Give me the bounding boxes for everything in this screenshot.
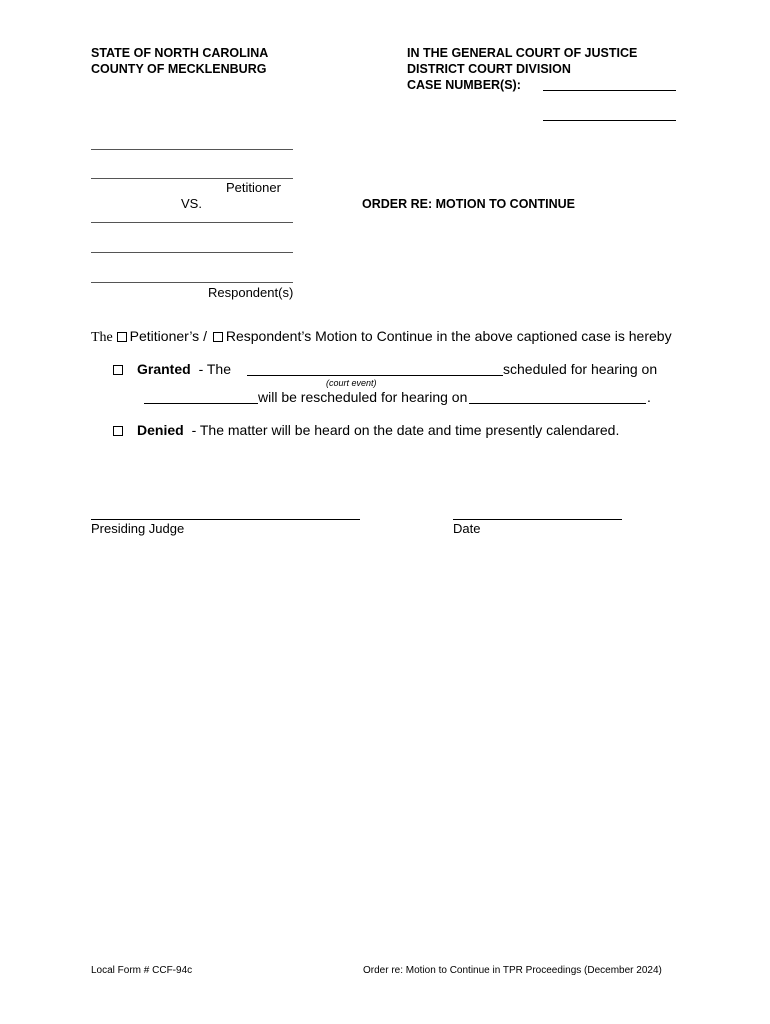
granted-row — [113, 361, 231, 377]
respondent-checkbox[interactable] — [213, 332, 223, 342]
respondent-option-text: Respondent’s Motion to Continue in the above captioned case is hereby — [225, 328, 672, 344]
respondent-line-2[interactable] — [91, 252, 293, 253]
scheduled-text: scheduled for hearing on — [503, 361, 658, 377]
case-number-label: CASE NUMBER(S): — [407, 78, 521, 92]
granted-the-text: - The — [198, 361, 232, 377]
respondent-label: Respondent(s) — [208, 285, 294, 300]
vs-label: VS. — [181, 196, 202, 211]
respondent-line-3[interactable] — [91, 282, 293, 283]
judge-label: Presiding Judge — [91, 521, 185, 536]
denied-row — [113, 422, 619, 438]
denied-text: - The matter will be heard on the date and time presently calendared. — [191, 422, 620, 438]
order-title: ORDER RE: MOTION TO CONTINUE — [362, 197, 575, 211]
granted-checkbox[interactable] — [113, 365, 123, 375]
denied-label: Denied — [137, 422, 184, 438]
footer-form-number: Local Form # CCF-94c — [91, 965, 193, 976]
period: . — [647, 389, 651, 405]
denied-checkbox[interactable] — [113, 426, 123, 436]
new-date-line[interactable] — [469, 403, 646, 404]
court-event-hint: (court event) — [326, 378, 377, 388]
petitioner-line-1[interactable] — [91, 149, 293, 150]
the-word: The — [91, 330, 113, 345]
court-heading: IN THE GENERAL COURT OF JUSTICE — [407, 46, 638, 60]
court-event-line[interactable] — [247, 375, 503, 376]
petitioner-checkbox[interactable] — [117, 332, 127, 342]
judge-signature-line[interactable] — [91, 519, 360, 520]
case-number-line-2[interactable] — [543, 120, 676, 121]
date-signature-line[interactable] — [453, 519, 622, 520]
date-label: Date — [453, 521, 481, 536]
petitioner-line-2[interactable] — [91, 178, 293, 179]
footer-form-title: Order re: Motion to Continue in TPR Proceedings (December 2024) — [363, 965, 662, 976]
county-heading: COUNTY OF MECKLENBURG — [91, 62, 267, 76]
petitioner-option-text: Petitioner’s / — [129, 328, 207, 344]
rescheduled-text: will be rescheduled for hearing on — [258, 389, 468, 405]
case-number-line-1[interactable] — [543, 90, 676, 91]
petitioner-label: Petitioner — [226, 180, 281, 195]
motion-sentence — [91, 328, 672, 346]
granted-label: Granted — [137, 361, 191, 377]
division-heading: DISTRICT COURT DIVISION — [407, 62, 571, 76]
respondent-line-1[interactable] — [91, 222, 293, 223]
state-heading: STATE OF NORTH CAROLINA — [91, 46, 269, 60]
original-date-line[interactable] — [144, 403, 258, 404]
